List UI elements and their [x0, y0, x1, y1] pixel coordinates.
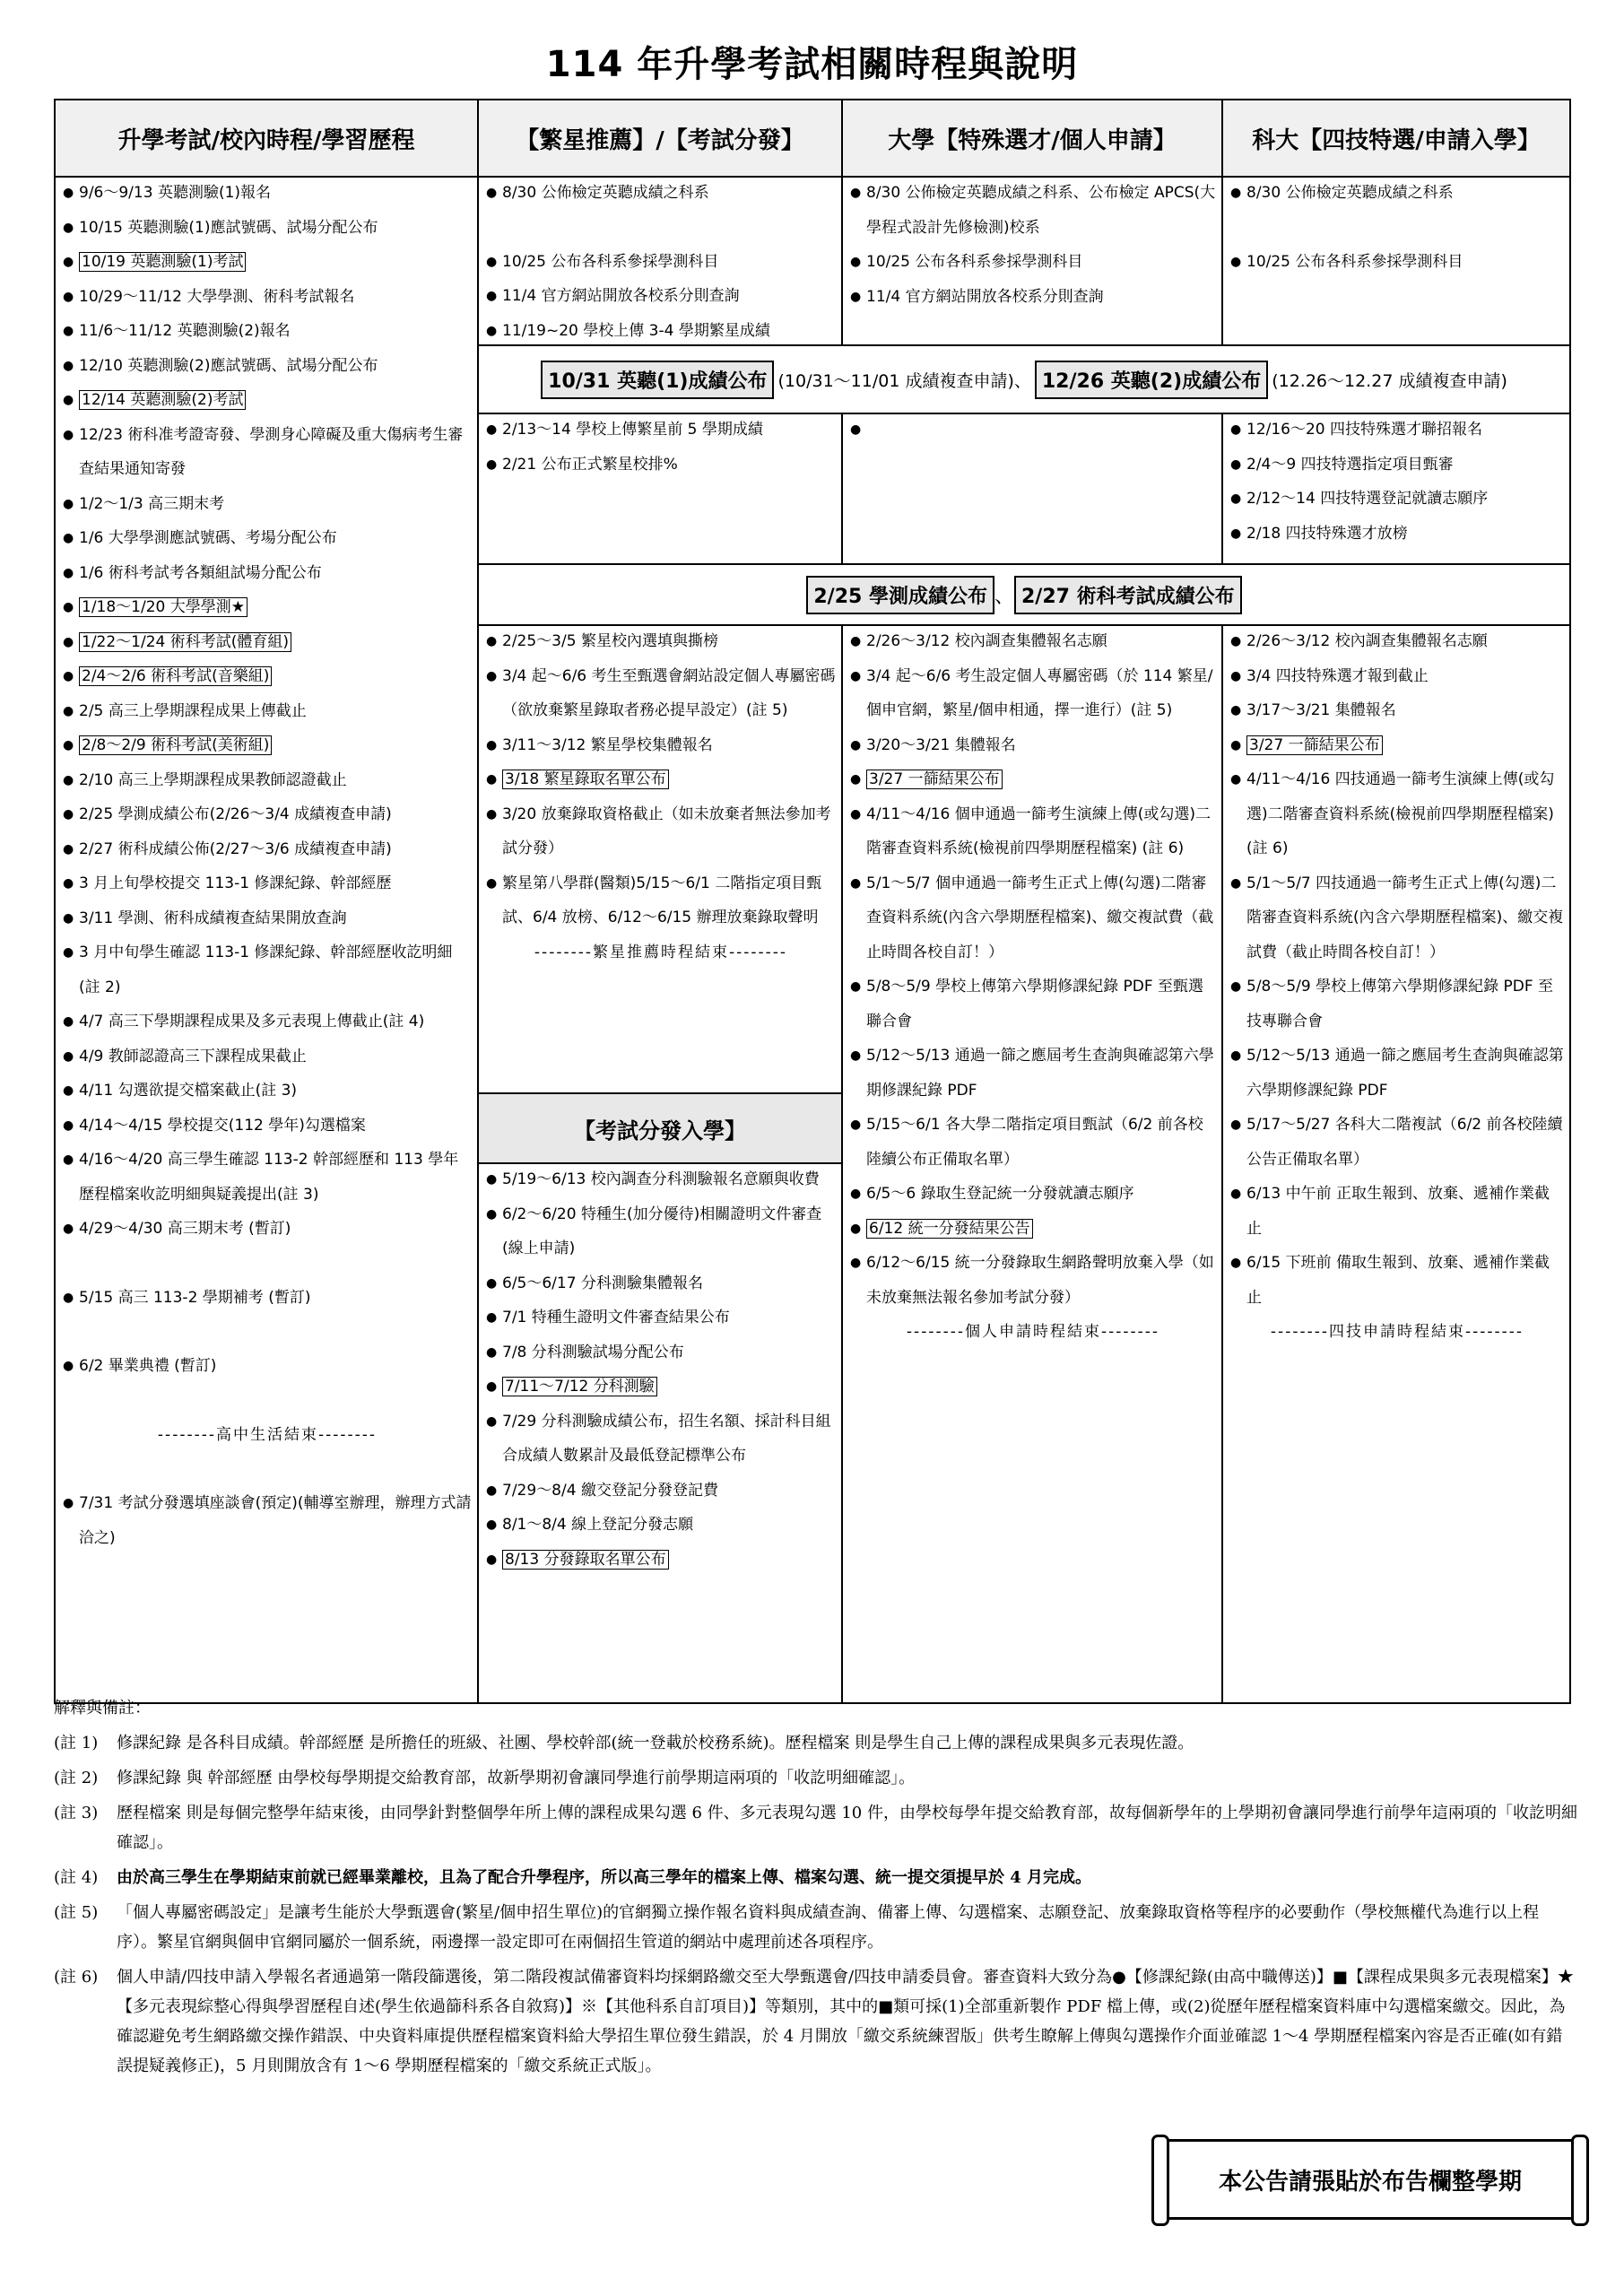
list-item: ● 7/29 分科測驗成績公布，招生名額、採計科目組合成績人數累計及最低登記標準公布 — [486, 1405, 836, 1474]
list-item: ● 4/29～4/30 高三期末考 (暫訂) — [63, 1212, 472, 1247]
header-col2: 【繁星推薦】/【考試分發】 — [479, 100, 841, 176]
spacer — [486, 211, 836, 245]
list-item: ● 2/26～3/12 校內調查集體報名志願 — [850, 624, 1216, 659]
list-item: ● 3 月上旬學校提交 113-1 修課紀錄、幹部經歷 — [63, 866, 472, 901]
notes-title: 解釋與備註： — [54, 1699, 151, 1718]
list-item: ● 2/4～9 四技特選指定項目甄審 — [1230, 448, 1564, 483]
list-item: ● 6/5～6/17 分科測驗集體報名 — [486, 1266, 836, 1301]
row2-col2 — [479, 413, 841, 482]
spacer — [63, 1384, 472, 1418]
list-item: ● 2/4～2/6 術科考試(音樂組) — [63, 659, 472, 694]
header-col1: 升學考試/校內時程/學習歷程 — [56, 100, 477, 176]
list-item: ● 2/5 高三上學期課程成果上傳截止 — [63, 694, 472, 729]
list-item: ● 6/2 畢業典禮 (暫訂) — [63, 1349, 472, 1384]
list-item: ● 6/2～6/20 特種生(加分優待)相關證明文件審查(線上申請) — [486, 1197, 836, 1266]
note-item: (註 2) 修課紀錄 與 幹部經歷 由學校每學期提交給教育部，故新學期初會讓同學進行前學期這兩項的「收訖明細確認」。 — [54, 1769, 916, 1787]
list-item: ● 2/27 術科成績公佈(2/27～3/6 成績複查申請) — [63, 832, 472, 867]
list-item: ● 6/5～6 錄取生登記統一分發就讀志願序 — [850, 1177, 1216, 1212]
list-item: ● 3/20～3/21 集體報名 — [850, 728, 1216, 763]
list-item: ● 7/8 分科測驗試場分配公布 — [486, 1335, 836, 1370]
row3-col4 — [1223, 624, 1569, 1350]
list-item: ● 12/23 術科准考證寄發、學測身心障礙及重大傷病考生審查結果通知寄發 — [63, 418, 472, 487]
list-item: ● 2/10 高三上學期課程成果教師認證截止 — [63, 763, 472, 798]
list-item: ● 3/17～3/21 集體報名 — [1230, 693, 1564, 728]
list-item: ● 1/6 術科考試考各類組試場分配公布 — [63, 556, 472, 591]
star-end-line: --------繁星推薦時程結束-------- — [534, 943, 788, 961]
list-item: ● 11/4 官方網站開放各校系分則查詢 — [486, 279, 836, 314]
list-item: ● 7/29～8/4 繳交登記分發登記費 — [486, 1474, 836, 1509]
list-item: ● 4/11～4/16 四技通過一篩考生演練上傳(或勾選)二階審查資料系統(檢視前四學期歷程檔案) (註 6) — [1230, 762, 1564, 866]
list-item: ● 繁星第八學群(醫類)5/15～6/1 二階指定項目甄試、6/4 放榜、6/12～6/15 辦理放棄錄取聲明 — [486, 866, 836, 935]
list-item: ● 3/20 放棄錄取資格截止（如未放棄者無法參加考試分發） — [486, 797, 836, 866]
spacer — [63, 1315, 472, 1349]
note-item: (註 1) 修課紀錄 是各科目成績。幹部經歷 是所擔任的班級、社團、學校幹部(統一登載於校務系統)。歷程檔案 則是學生自己上傳的課程成果與多元表現佐證。 — [54, 1734, 1194, 1752]
note-item: (註 4) 由於高三學生在學期結束前就已經畢業離校，且為了配合升學程序，所以高三學年的檔案上傳、檔案勾選、統一提交須提早於 4 月完成。 — [54, 1868, 1092, 1887]
row1-col4 — [1223, 176, 1569, 279]
row2-col4 — [1223, 413, 1569, 551]
exam-results-banner — [479, 565, 1569, 624]
list-item: ● 2/8～2/9 術科考試(美術組) — [63, 728, 472, 763]
list-item: ● 6/12～6/15 統一分發錄取生網路聲明放棄入學（如未放棄無法報名參加考試分發） — [850, 1246, 1216, 1315]
list-item: ● 2/26～3/12 校內調查集體報名志願 — [1230, 624, 1564, 659]
list-item: ● 11/6～11/12 英聽測驗(2)報名 — [63, 314, 472, 349]
list-item: ● 10/29～11/12 大學學測、術科考試報名 — [63, 280, 472, 315]
list-item: ● 10/19 英聽測驗(1)考試 — [63, 245, 472, 280]
list-item: ● 5/15～6/1 各大學二階指定項目甄試（6/2 前各校陸續公布正備取名單） — [850, 1108, 1216, 1177]
list-item: ● 6/13 中午前 正取生報到、放棄、遞補作業截止 — [1230, 1177, 1564, 1246]
list-item: ● 5/12～5/13 通過一篩之應屆考生查詢與確認第六學期修課紀錄 PDF — [850, 1039, 1216, 1108]
list-item: ● 4/14～4/15 學校提交(112 學年)勾選檔案 — [63, 1109, 472, 1144]
list-item: ● 5/8～5/9 學校上傳第六學期修課紀錄 PDF 至甄選聯合會 — [850, 970, 1216, 1039]
note-item: (註 5) 「個人專屬密碼設定」是讓考生能於大學甄選會(繁星/個申招生單位)的官網獨立操作報名資料與成績查詢、備審上傳、勾選檔案、志願登記、放棄錄取資格等程序的必要動作（學校無權代為進行以上程序）。繁星官網與個申官網同屬於一個系統，兩邊擇一設定即可在兩個招生管道的網站中處理前述各項程序。 — [54, 1903, 1540, 1952]
spacer — [63, 1452, 472, 1486]
high-school-end-line: --------高中生活結束-------- — [157, 1425, 378, 1444]
list-item: ● 8/30 公佈檢定英聽成績之科系、公布檢定 APCS(大學程式設計先修檢測)校系 — [850, 176, 1216, 245]
list-item: ● 4/11 勾選欲提交檔案截止(註 3) — [63, 1074, 472, 1109]
posting-notice-scroll: 本公告請張貼於布告欄整學期 — [1161, 2139, 1579, 2220]
list-item: ● 10/25 公布各科系參採學測科目 — [850, 245, 1216, 280]
list-item: ● 5/1～5/7 個申通過一篩考生正式上傳(勾選)二階審查資料系統(內含六學期歷程檔案)、繳交複試費（截止時間各校自訂！） — [850, 866, 1216, 970]
list-item: ● 10/25 公布各科系參採學測科目 — [1230, 245, 1564, 280]
list-item: ● 3/11 學測、術科成績複查結果開放查詢 — [63, 901, 472, 936]
list-item: ● 1/18～1/20 大學學測★ — [63, 590, 472, 625]
list-item: ● 12/14 英聽測驗(2)考試 — [63, 383, 472, 418]
list-item: ● 10/25 公布各科系參採學測科目 — [486, 245, 836, 280]
list-item: ● 10/15 英聽測驗(1)應試號碼、試場分配公布 — [63, 211, 472, 246]
col2-divider-b — [841, 413, 843, 563]
list-item: ● 8/30 公佈檢定英聽成績之科系 — [486, 176, 836, 211]
list-item: ● 3 月中旬學生確認 113-1 修課紀錄、幹部經歷收訖明細(註 2) — [63, 935, 472, 1004]
list-item: ● 3/27 一篩結果公布 — [1230, 728, 1564, 763]
english-listening-results-banner — [479, 346, 1569, 413]
list-item: ● 4/7 高三下學期課程成果及多元表現上傳截止(註 4) — [63, 1004, 472, 1039]
banner-listening-2: 12/26 英聽(2)成績公布 — [1035, 361, 1268, 399]
list-item: ● 3/11～3/12 繁星學校集體報名 — [486, 728, 836, 763]
row1-col2 — [479, 176, 841, 348]
list-item: ● 6/12 統一分發結果公告 — [850, 1212, 1216, 1247]
list-item: ● 5/17～5/27 各科大二階複試（6/2 前各校陸續公告正備取名單） — [1230, 1108, 1564, 1177]
note-item: (註 3) 歷程檔案 則是每個完整學年結束後，由同學針對整個學年所上傳的課程成果勾選 6 件、多元表現勾選 10 件，由學校每學年提交給教育部，故每個新學年的上學期初會讓同學進行前學年這兩項的「收訖明細確認」。 — [54, 1804, 1577, 1852]
list-item: ● 12/16～20 四技特殊選才聯招報名 — [1230, 413, 1564, 448]
row1-col3 — [843, 176, 1221, 314]
four-year-tech-end-line: --------四技申請時程結束-------- — [1270, 1323, 1524, 1341]
col1-list — [56, 176, 477, 1555]
list-item: ● 4/11～4/16 個申通過一篩考生演練上傳(或勾選)二階審查資料系統(檢視前四學期歷程檔案) (註 6) — [850, 797, 1216, 866]
list-item: ● 8/13 分發錄取名單公布 — [486, 1543, 836, 1578]
header-col3: 大學【特殊選才/個人申請】 — [843, 100, 1221, 176]
list-item: ● 5/12～5/13 通過一篩之應屆考生查詢與確認第六學期修課紀錄 PDF — [1230, 1039, 1564, 1108]
list-item: ● 8/30 公佈檢定英聽成績之科系 — [1230, 176, 1564, 211]
banner-gsat-results: 2/25 學測成績公布 — [806, 576, 994, 614]
list-item: ● 2/25～3/5 繁星校內選填與撕榜 — [486, 624, 836, 659]
banner-separator: 、 — [994, 585, 1014, 608]
list-item: ● 5/15 高三 113-2 學期補考 (暫訂) — [63, 1281, 472, 1316]
list-item: ● 3/4 起～6/6 考生至甄選會網站設定個人專屬密碼（欲放棄繁星錄取者務必提早設定）(註 5) — [486, 659, 836, 728]
list-item: ● 12/10 英聽測驗(2)應試號碼、試場分配公布 — [63, 349, 472, 384]
list-item: ● 8/1～8/4 線上登記分發志願 — [486, 1508, 836, 1543]
list-item: ● 3/27 一篩結果公布 — [850, 762, 1216, 797]
banner-listening-2-note: (12.26～12.27 成績複查申請) — [1272, 370, 1507, 391]
list-item: ● 1/2～1/3 高三期末考 — [63, 487, 472, 522]
list-item: ● 11/19~20 學校上傳 3-4 學期繁星成績 — [486, 314, 836, 349]
row3-col2-exam — [479, 1162, 841, 1577]
list-item: ● 5/8～5/9 學校上傳第六學期修課紀錄 PDF 至技專聯合會 — [1230, 970, 1564, 1039]
list-item: ● 3/18 繁星錄取名單公布 — [486, 762, 836, 797]
list-item: ● 5/1～5/7 四技通過一篩考生正式上傳(勾選)二階審查資料系統(內含六學期歷程檔案)、繳交複試費（截止時間各校自訂！） — [1230, 866, 1564, 970]
spacer — [1230, 211, 1564, 245]
list-item: ● 2/21 公布正式繁星校排% — [486, 448, 836, 483]
header-col4: 科大【四技特選/申請入學】 — [1223, 100, 1569, 176]
list-item: ● 7/1 特種生證明文件審查結果公布 — [486, 1300, 836, 1335]
list-item: ● 3/4 四技特殊選才報到截止 — [1230, 659, 1564, 694]
list-item: ● 1/22～1/24 術科考試(體育組) — [63, 625, 472, 660]
row3-col3 — [843, 624, 1221, 1350]
row3-col2 — [479, 624, 841, 970]
banner-listening-1-note: (10/31～11/01 成績複查申請)、 — [777, 370, 1031, 391]
list-item: ● 7/31 考試分發選填座談會(預定)(輔導室辦理，辦理方式請洽之) — [63, 1486, 472, 1555]
list-item: ● 5/19～6/13 校內調查分科測驗報名意願與收費 — [486, 1162, 836, 1197]
list-item: ● 6/15 下班前 備取生報到、放棄、遞補作業截止 — [1230, 1246, 1564, 1315]
notes-section — [54, 1693, 1578, 2086]
banner-listening-1: 10/31 英聽(1)成績公布 — [541, 361, 774, 399]
list-item: ● 1/6 大學學測應試號碼、考場分配公布 — [63, 521, 472, 556]
list-item: ● 3/4 起～6/6 考生設定個人專屬密碼（於 114 繁星/個申官網，繁星/個申相通，擇一進行）(註 5) — [850, 659, 1216, 728]
list-item: ● 9/6～9/13 英聽測驗(1)報名 — [63, 176, 472, 211]
list-item: ● 7/11～7/12 分科測驗 — [486, 1370, 836, 1405]
exam-allocation-heading: 【考試分發入學】 — [479, 1094, 841, 1162]
list-item: ● 4/9 教師認證高三下課程成果截止 — [63, 1039, 472, 1074]
note-item: (註 6) 個人申請/四技申請入學報名者通過第一階段篩選後，第二階段複試備審資料均採網路繳交至大學甄選會/四技申請委員會。審查資料大致分為●【修課紀錄(由高中職傳送)】■【課程成果與多元表現檔案】★【多元表現綜整心得與學習歷程自述(學生依過篩科系各自敘寫)】※【其他科系自訂項目)】等類別，其中的■類可採(1)全部重新製作 PDF 檔上傳，或(2)從歷年歷程檔案資料庫中勾選檔案繳交。因此，為確認避免考生網路繳交操作錯誤、中央資料庫提供歷程檔案資料給大學招生單位發生錯誤，於 4 月開放「繳交系統練習版」供考生瞭解上傳與勾選操作介面並確認 1～4 學期歷程檔案內容是否正確(如有錯誤提疑義修正)，5 月則開放含有 1～6 學期歷程檔案的「繳交系統正式版」。 — [54, 1968, 1574, 2075]
page-title: 114 年升學考試相關時程與說明 — [545, 44, 1079, 85]
list-item: ● 11/4 官方網站開放各校系分則查詢 — [850, 280, 1216, 315]
personal-application-end-line: --------個人申請時程結束-------- — [906, 1323, 1160, 1341]
list-item: ● 2/25 學測成績公布(2/26～3/4 成績複查申請) — [63, 797, 472, 832]
list-item: ● 2/12～14 四技特選登記就讀志願序 — [1230, 482, 1564, 517]
list-item: ● 2/13～14 學校上傳繁星前 5 學期成績 — [486, 413, 836, 448]
banner-arts-results: 2/27 術科考試成績公布 — [1014, 576, 1242, 614]
list-item: ● 4/16～4/20 高三學生確認 113-2 幹部經歷和 113 學年歷程檔案收訖明細與疑義提出(註 3) — [63, 1143, 472, 1212]
spacer — [63, 1247, 472, 1281]
list-item: ● 2/18 四技特殊選才放榜 — [1230, 517, 1564, 552]
